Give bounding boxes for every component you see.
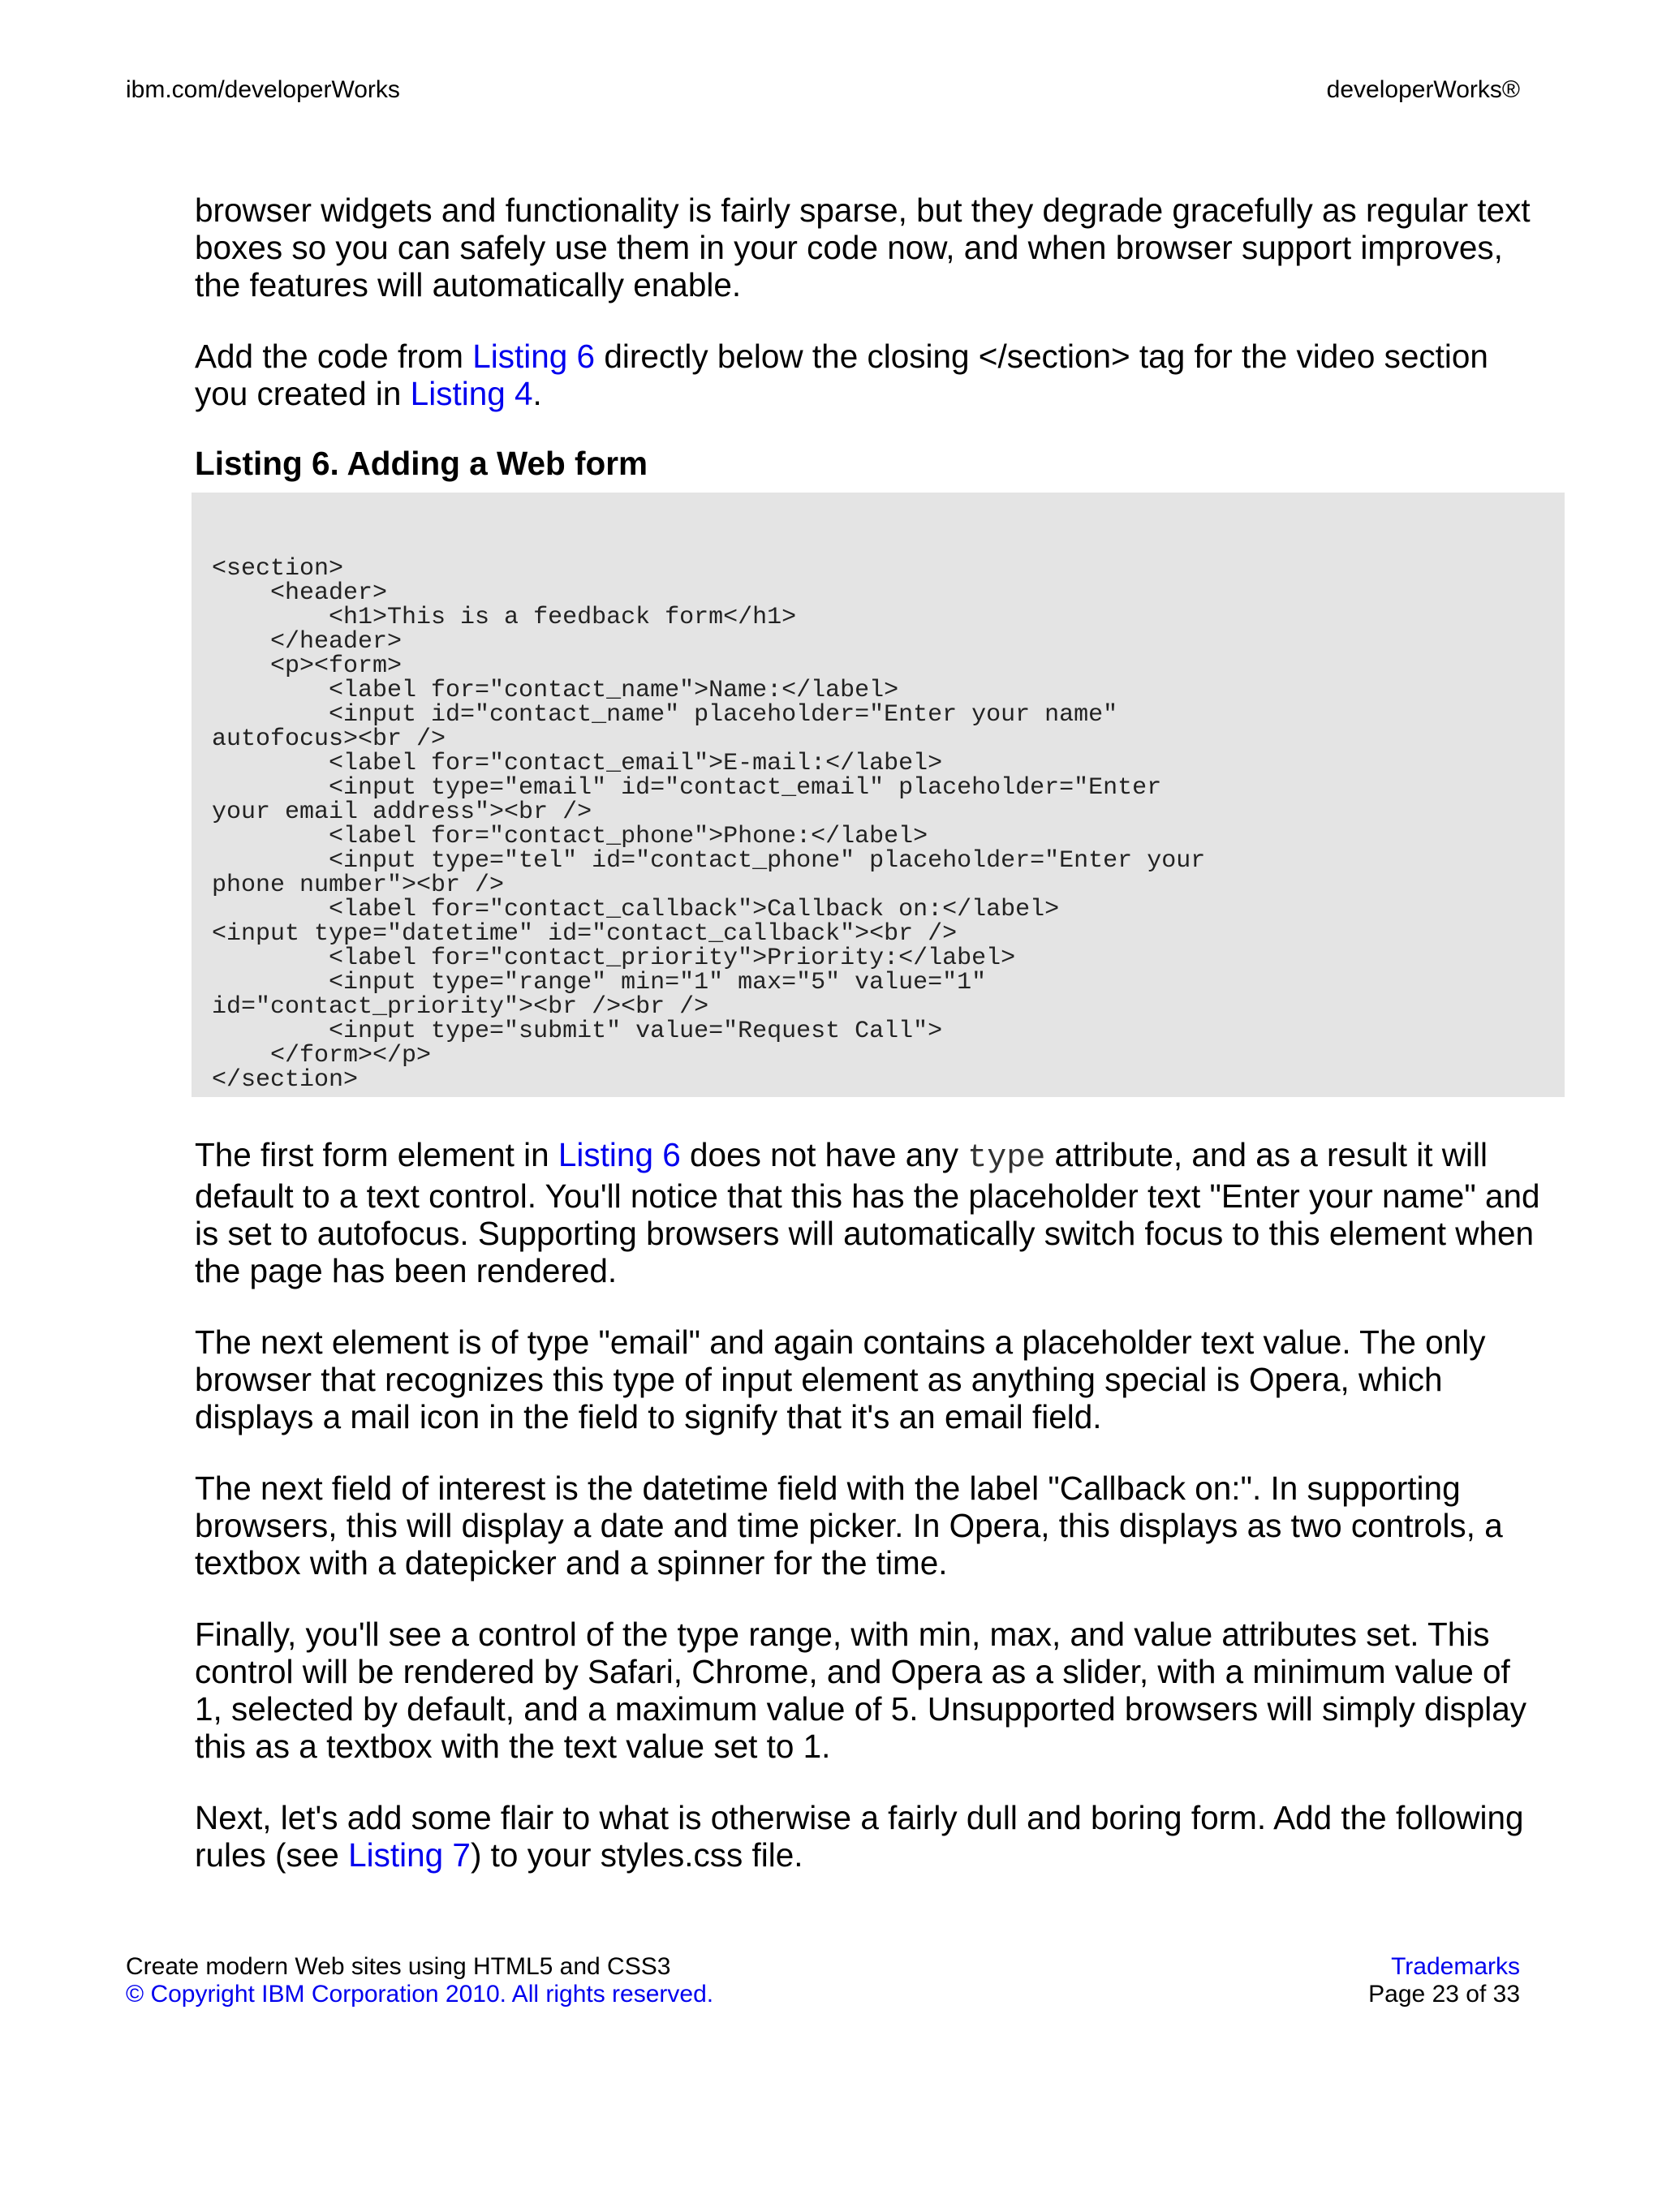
paragraph-first-element — [195, 1136, 1542, 1289]
code-block: <section> <header> <h1>This is a feedback form</h1> </header> <p><form> <label for="contact_name">Name:</label> <input id="contact_name" placeholder="Enter your name" autofocus><br /> <label for="contact_email">E-mail:</label> <input type="email" id="contact_email" placeholder="Enter your email address"><br /> <label for="contact_phone">Phone:</label> <input type="tel" id="contact_phone" placeholder="Enter your phone number"><br /> <label for="contact_callback">Callback on:</label> <input type="datetime" id="contact_callback"><br /> <label for="contact_priority">Priority:</label> <input type="range" min="1" max="5" value="1" id="contact_priority"><br /><br /> <input type="submit" value="Request Call"> </form></p> </section> — [212, 555, 1206, 1094]
text-segment: attribute, and as a result it will default to a text control. You'll notice that this has the placeholder text "Enter your name" and is set to autofocus. Supporting browsers will automatically switch focus to this element when the page has been rendered. — [195, 1136, 1540, 1289]
text-segment: does not have any — [680, 1136, 968, 1173]
text-segment: The first form element in — [195, 1136, 558, 1173]
paragraph-datetime: The next field of interest is the datetime field with the label "Callback on:". In supporting browsers, this will display a date and time picker. In Opera, this displays as two controls, a textbox with a datepicker and a spinner for the time. — [195, 1470, 1503, 1582]
header-brand: developerWorks® — [1326, 76, 1520, 103]
text-segment: Add the code from — [195, 338, 473, 375]
listing-4-link[interactable]: Listing 4 — [410, 375, 533, 412]
listing-title: Listing 6. Adding a Web form — [195, 445, 648, 482]
paragraph-email: The next element is of type "email" and again contains a placeholder text value. The only browser that recognizes this type of input element as anything special is Opera, which displays a mail icon in the field to signify that it's an email field. — [195, 1323, 1486, 1435]
code-listing — [192, 493, 1565, 1097]
paragraph-range: Finally, you'll see a control of the type range, with min, max, and value attributes set. This control will be rendered by Safari, Chrome, and Opera as a slider, with a minimum value of 1, selected by default, and a maximum value of 5. Unsupported browsers will simply display this as a textbox with the text value set to 1. — [195, 1616, 1527, 1765]
footer-article-title: Create modern Web sites using HTML5 and CSS3 — [126, 1953, 671, 1980]
text-segment: Next, let's add some flair to what is otherwise a fairly dull and boring form. Add the following rules (see — [195, 1799, 1524, 1874]
header-site-url: ibm.com/developerWorks — [126, 76, 400, 103]
footer-page-number: Page 23 of 33 — [1368, 1981, 1520, 2008]
listing-6-link[interactable]: Listing 6 — [472, 338, 596, 375]
paragraph-add-code — [195, 338, 1542, 412]
footer-copyright-link[interactable]: © Copyright IBM Corporation 2010. All rights reserved. — [126, 1981, 714, 2008]
inline-code-type: type — [967, 1140, 1046, 1177]
text-segment: directly below the closing </section> tag for the video section you created in — [195, 338, 1488, 412]
listing-7-link[interactable]: Listing 7 — [348, 1836, 471, 1874]
text-segment: ) to your styles.css file. — [470, 1836, 803, 1874]
paragraph-next — [195, 1799, 1542, 1874]
page-content — [195, 192, 1542, 1874]
footer-trademarks-link[interactable]: Trademarks — [1391, 1953, 1520, 1980]
listing-6-link-2[interactable]: Listing 6 — [558, 1136, 681, 1173]
paragraph-intro: browser widgets and functionality is fairly sparse, but they degrade gracefully as regular text boxes so you can safely use them in your code now, and when browser support improves, the features will automatically enable. — [195, 192, 1531, 303]
text-segment: . — [532, 375, 542, 412]
